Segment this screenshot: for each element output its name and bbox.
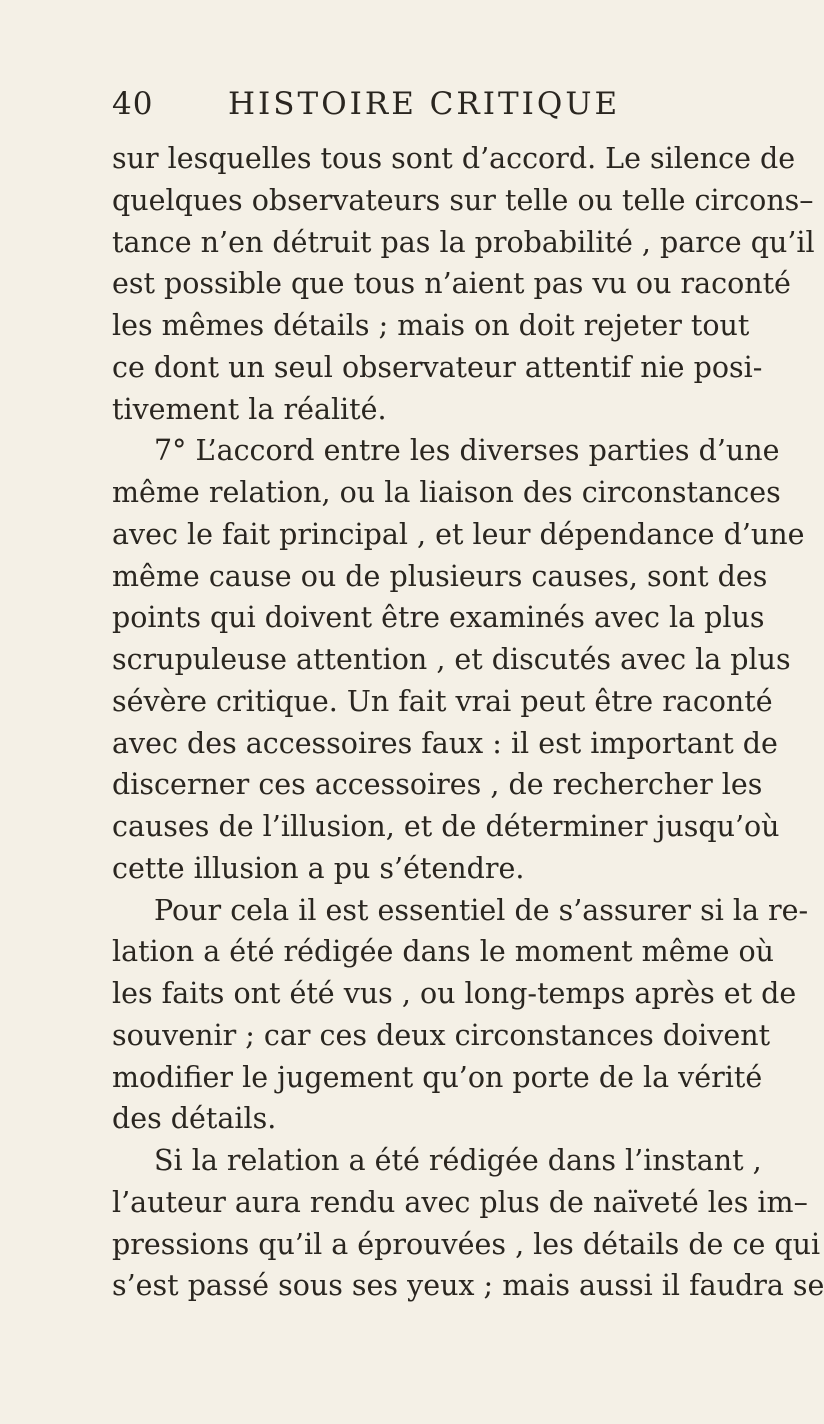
text-line: sévère critique. Un fait vrai peut être raconté (112, 684, 773, 718)
text-line: même relation, ou la liaison des circonstances (112, 476, 781, 509)
text-line: 7° L’accord entre les diverses parties d’une (154, 434, 780, 468)
text-line: les faits ont été vus , ou long-temps après et de (112, 977, 797, 1010)
text-line: sur lesquelles tous sont d’accord. Le silence de (112, 142, 796, 175)
text-line: tivement la réalité. (112, 392, 387, 426)
text-line: tance n’en détruit pas la probabilité , parce qu’il (112, 225, 815, 259)
page-number: 40 (112, 86, 154, 122)
text-line: scrupuleuse attention , et discutés avec la plus (112, 643, 791, 676)
text-line: modifier le jugement qu’on porte de la vérité (112, 1060, 763, 1094)
page-header (112, 86, 712, 130)
text-line: discerner ces accessoires , de rechercher les (112, 768, 763, 802)
text-line: pressions qu’il a éprouvées , les détails de ce qui (112, 1227, 821, 1261)
text-line: quelques observateurs sur telle ou telle circons– (112, 183, 814, 217)
text-line: points qui doivent être examinés avec la plus (112, 601, 765, 635)
text-line: avec le fait principal , et leur dépendance d’une (112, 517, 805, 551)
text-line: Si la relation a été rédigée dans l’instant , (154, 1144, 762, 1177)
text-line: souvenir ; car ces deux circonstances doivent (112, 1018, 771, 1052)
text-line: s’est passé sous ses yeux ; mais aussi il faudra se (112, 1269, 824, 1303)
text-line: Pour cela il est essentiel de s’assurer si la re- (154, 893, 809, 927)
text-line: des détails. (112, 1102, 277, 1136)
text-line: lation a été rédigée dans le moment même où (112, 935, 775, 969)
text-line: cette illusion a pu s’étendre. (112, 851, 525, 885)
text-line: avec des accessoires faux : il est important de (112, 726, 778, 760)
text-line: causes de l’illusion, et de déterminer jusqu’où (112, 810, 780, 843)
text-line: est possible que tous n’aient pas vu ou raconté (112, 267, 791, 301)
text-line: même cause ou de plusieurs causes, sont des (112, 559, 768, 593)
running-head: HISTOIRE CRITIQUE (228, 86, 621, 122)
body-text (112, 138, 824, 1307)
text-line: les mêmes détails ; mais on doit rejeter tout (112, 309, 750, 342)
text-line: l’auteur aura rendu avec plus de naïveté les im– (112, 1185, 808, 1219)
text-line: ce dont un seul observateur attentif nie posi- (112, 350, 763, 384)
